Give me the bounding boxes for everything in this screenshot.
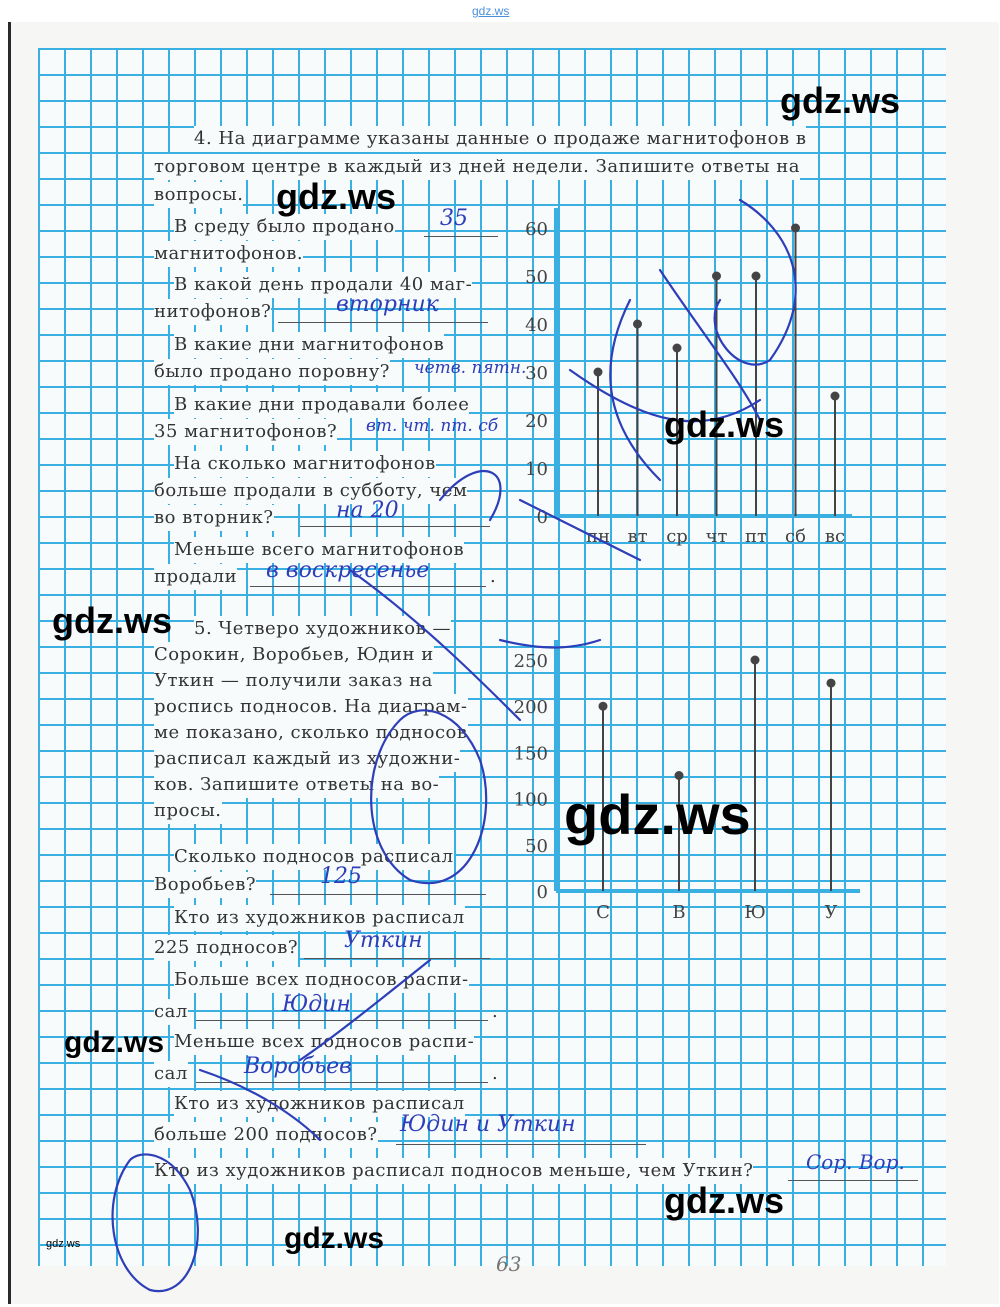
task5-q1-line1: Сколько подносов расписал [174,844,454,870]
chart1-y-tick-label: 20 [525,411,548,432]
task4-q2-line1: В какой день продали 40 маг- [174,272,472,298]
chart1-y-tick-label: 60 [525,219,548,240]
task4-q5-line2: больше продали в субботу, чем [154,478,467,504]
task5-q2-line1: Кто из художников расписал [174,905,465,931]
task5-line4: роспись подносов. На диаграм- [154,694,468,720]
task5-q2-answer: Уткин [344,928,423,953]
chart1-y-tick-label: 0 [536,507,548,528]
chart1-y-tick-label: 10 [525,459,548,480]
task4-q1-answer: 35 [440,206,468,231]
task5-q2-answer-line[interactable] [304,958,490,959]
task4-intro-line3: вопросы. [154,182,243,208]
chart2-y-tick-label: 150 [513,743,548,765]
top-watermark-link[interactable]: gdz.ws [472,4,510,18]
task4-q3-line1: В какие дни магнитофонов [174,332,444,358]
task4-q4-line2: 35 магнитофонов? [154,419,337,445]
chart2-y-tick-label: 250 [513,651,548,672]
task5-q3-answer: Юдин [282,992,351,1017]
chart2-x-tick-label: Ю [744,902,766,923]
task4-q4-answer: вт. чт. пт. сб [366,416,499,436]
chart1-x-tick-label: сб [785,526,806,547]
chart2-x-tick-label: В [672,902,686,923]
task5-line2: Сорокин, Воробьев, Юдин и [154,642,434,668]
chart2-y-tick-label: 0 [536,882,548,903]
watermark: gdz.ws [664,404,785,445]
task5-q5-answer-line[interactable] [396,1144,646,1145]
task5-q4-line1: Меньше всех подносов распи- [174,1029,474,1055]
task5-q3-line2: сал [154,999,188,1025]
chart2-x-tick-label: С [596,902,610,923]
task5-q6-line1: Кто из художников расписал подносов меньше, чем Уткин? [154,1158,753,1184]
task5-q1-line2: Воробьев? [154,872,256,898]
task5-q2-line2: 225 подносов? [154,935,298,961]
chart1-y-tick-label: 50 [525,267,548,288]
task5-line8: просы. [154,798,222,824]
task4-q6-answer-line[interactable] [250,586,486,587]
task5-q4-line2: сал [154,1061,188,1087]
task5-q5-answer: Юдин и Уткин [400,1112,576,1137]
task4-q6-line2: продали [154,564,237,590]
task5-q4-period: . [492,1063,499,1084]
chart1-y-tick-label: 40 [525,315,548,336]
watermark: gdz.ws [276,176,397,217]
task4-q5-answer: на 20 [336,498,399,523]
watermark: gdz.ws [780,80,901,121]
watermark: gdz.ws [52,600,173,641]
task4-q6-period: . [490,566,497,587]
chart1-x-tick-label: пн [586,526,610,547]
chart1-x-tick-label: ср [666,526,688,547]
chart2-y-tick-label: 50 [525,835,548,857]
chart1-x-tick-label: чт [705,526,728,547]
task5-q3-period: . [492,1001,499,1022]
task5-line3: Уткин — получили заказ на [154,668,433,694]
chart1-y-tick-label: 30 [525,363,548,384]
task4-q2-answer: вторник [336,292,439,317]
task4-q6-line1: Меньше всего магнитофонов [174,537,464,563]
task5-q3-line1: Больше всех подносов распи- [174,967,469,993]
chart1-x-tick-label: пт [745,526,767,547]
watermark: gdz.ws [64,1026,165,1059]
task5-q4-answer: Воробьев [244,1054,352,1079]
task5-q5-line1: Кто из художников расписал [174,1091,465,1117]
watermark: gdz.ws [664,1180,785,1221]
task4-q5-line1: На сколько магнитофонов [174,451,436,477]
task5-line1: 5. Четверо художников — [194,616,451,642]
watermark: gdz.ws [46,1238,81,1250]
task5-line7: ков. Запишите ответы на во- [154,772,439,798]
chart2-y-tick-label: 100 [513,789,548,811]
task4-q1-line1: В среду было продано [174,214,395,240]
task4-q5-answer-line[interactable] [300,526,490,527]
watermark: gdz.ws [284,1222,385,1255]
task4-q1-answer-line[interactable] [424,236,498,237]
task4-q2-answer-line[interactable] [278,322,488,323]
task5-q5-line2: больше 200 подносов? [154,1122,378,1148]
task4-intro-line1: 4. На диаграмме указаны данные о продаже магнитофонов в [194,126,806,152]
watermark: gdz.ws [564,783,751,846]
task5-q6-answer: Сор. Вор. [806,1150,905,1174]
task5-q4-answer-line[interactable] [196,1082,488,1083]
task4-q4-line1: В какие дни продавали более [174,392,469,418]
task5-q6-answer-line[interactable] [788,1180,918,1181]
task5-q3-answer-line[interactable] [196,1020,488,1021]
task4-q1-line2: магнитофонов. [154,241,303,267]
task4-q6-answer: в воскресенье [266,558,430,583]
task5-q1-answer-line[interactable] [270,894,486,895]
task5-line6: расписал каждый из художни- [154,746,460,772]
task4-q3-line2: было продано поровну? [154,359,390,385]
task4-q2-line2: нитофонов? [154,299,271,325]
task5-q1-answer: 125 [320,864,362,889]
chart1-x-tick-label: вт [627,526,648,547]
task5-line5: ме показано, сколько подносов [154,720,468,746]
task4-q3-answer: четв. пятн. [414,358,527,378]
chart1-x-tick-label: вс [824,526,846,547]
page-number: 63 [496,1252,522,1276]
task4-q5-line3: во вторник? [154,505,274,531]
chart2-x-tick-label: У [824,902,838,923]
task4-intro-line2: торговом центре в каждый из дней недели. Запишите ответы на [154,154,800,180]
chart2-y-tick-label: 200 [513,697,548,719]
